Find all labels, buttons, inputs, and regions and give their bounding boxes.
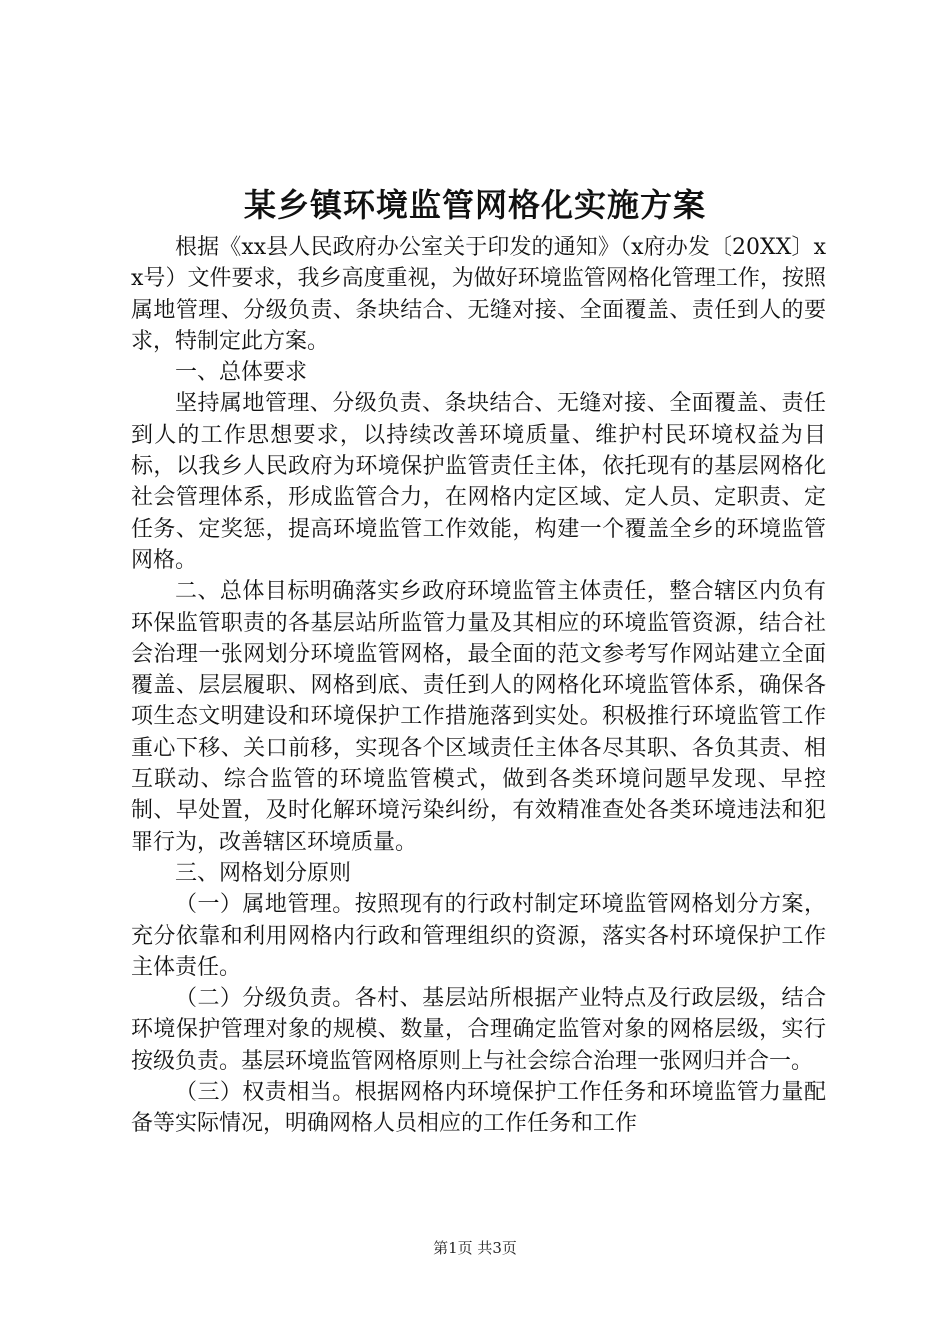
document-title: 某乡镇环境监管网格化实施方案 — [243, 186, 706, 224]
paragraph-general-requirements: 坚持属地管理、分级负责、条块结合、无缝对接、全面覆盖、责任到人的工作思想要求，以持续改善环境质量、维护村民环境权益为目标，以我乡人民政府为环境保护监管责任主体，依托现有的基层网格化社会管理体系，形成监管合力，在网格内定区域、定人员、定职责、定任务、定奖惩，提高环境监管工作效能，构建一个覆盖全乡的环境监管网格。 — [131, 391, 826, 573]
paragraph-principle-1: （一）属地管理。按照现有的行政村制定环境监管网格划分方案，充分依靠和利用网格内行政和管理组织的资源，落实各村环境保护工作主体责任。 — [131, 892, 826, 980]
document-body — [131, 232, 826, 1140]
heading-general-requirements: 一、总体要求 — [175, 360, 308, 386]
paragraph-general-goals: 二、总体目标明确落实乡政府环境监管主体责任，整合辖区内负有环保监管职责的各基层站所监管力量及其相应的环境监管资源，结合社会治理一张网划分环境监管网格，最全面的范文参考写作网站建立全面覆盖、层层履职、网格到底、责任到人的网格化环境监管体系，确保各项生态文明建设和环境保护工作措施落到实处。积极推行环境监管工作重心下移、关口前移，实现各个区域责任主体各尽其职、各负其责、相互联动、综合监管的环境监管模式，做到各类环境问题早发现、早控制、早处置，及时化解环境污染纠纷，有效精准查处各类环境违法和犯罪行为，改善辖区环境质量。 — [131, 579, 826, 855]
paragraph-principle-3: （三）权责相当。根据网格内环境保护工作任务和环境监管力量配备等实际情况，明确网格人员相应的工作任务和工作 — [131, 1080, 826, 1137]
paragraph-intro: 根据《xx县人民政府办公室关于印发的通知》（x府办发〔20XX〕xx号）文件要求，我乡高度重视，为做好环境监管网格化管理工作，按照属地管理、分级负责、条块结合、无缝对接、全面覆盖、责任到人的要求，特制定此方案。 — [131, 235, 826, 354]
paragraph-principle-2: （二）分级负责。各村、基层站所根据产业特点及行政层级，结合环境保护管理对象的规模、数量，合理确定监管对象的网格层级，实行按级负责。基层环境监管网格原则上与社会综合治理一张网归并合一。 — [131, 986, 826, 1074]
page-number-footer: 第1页 共3页 — [433, 1239, 517, 1257]
heading-grid-principles: 三、网格划分原则 — [175, 860, 352, 886]
